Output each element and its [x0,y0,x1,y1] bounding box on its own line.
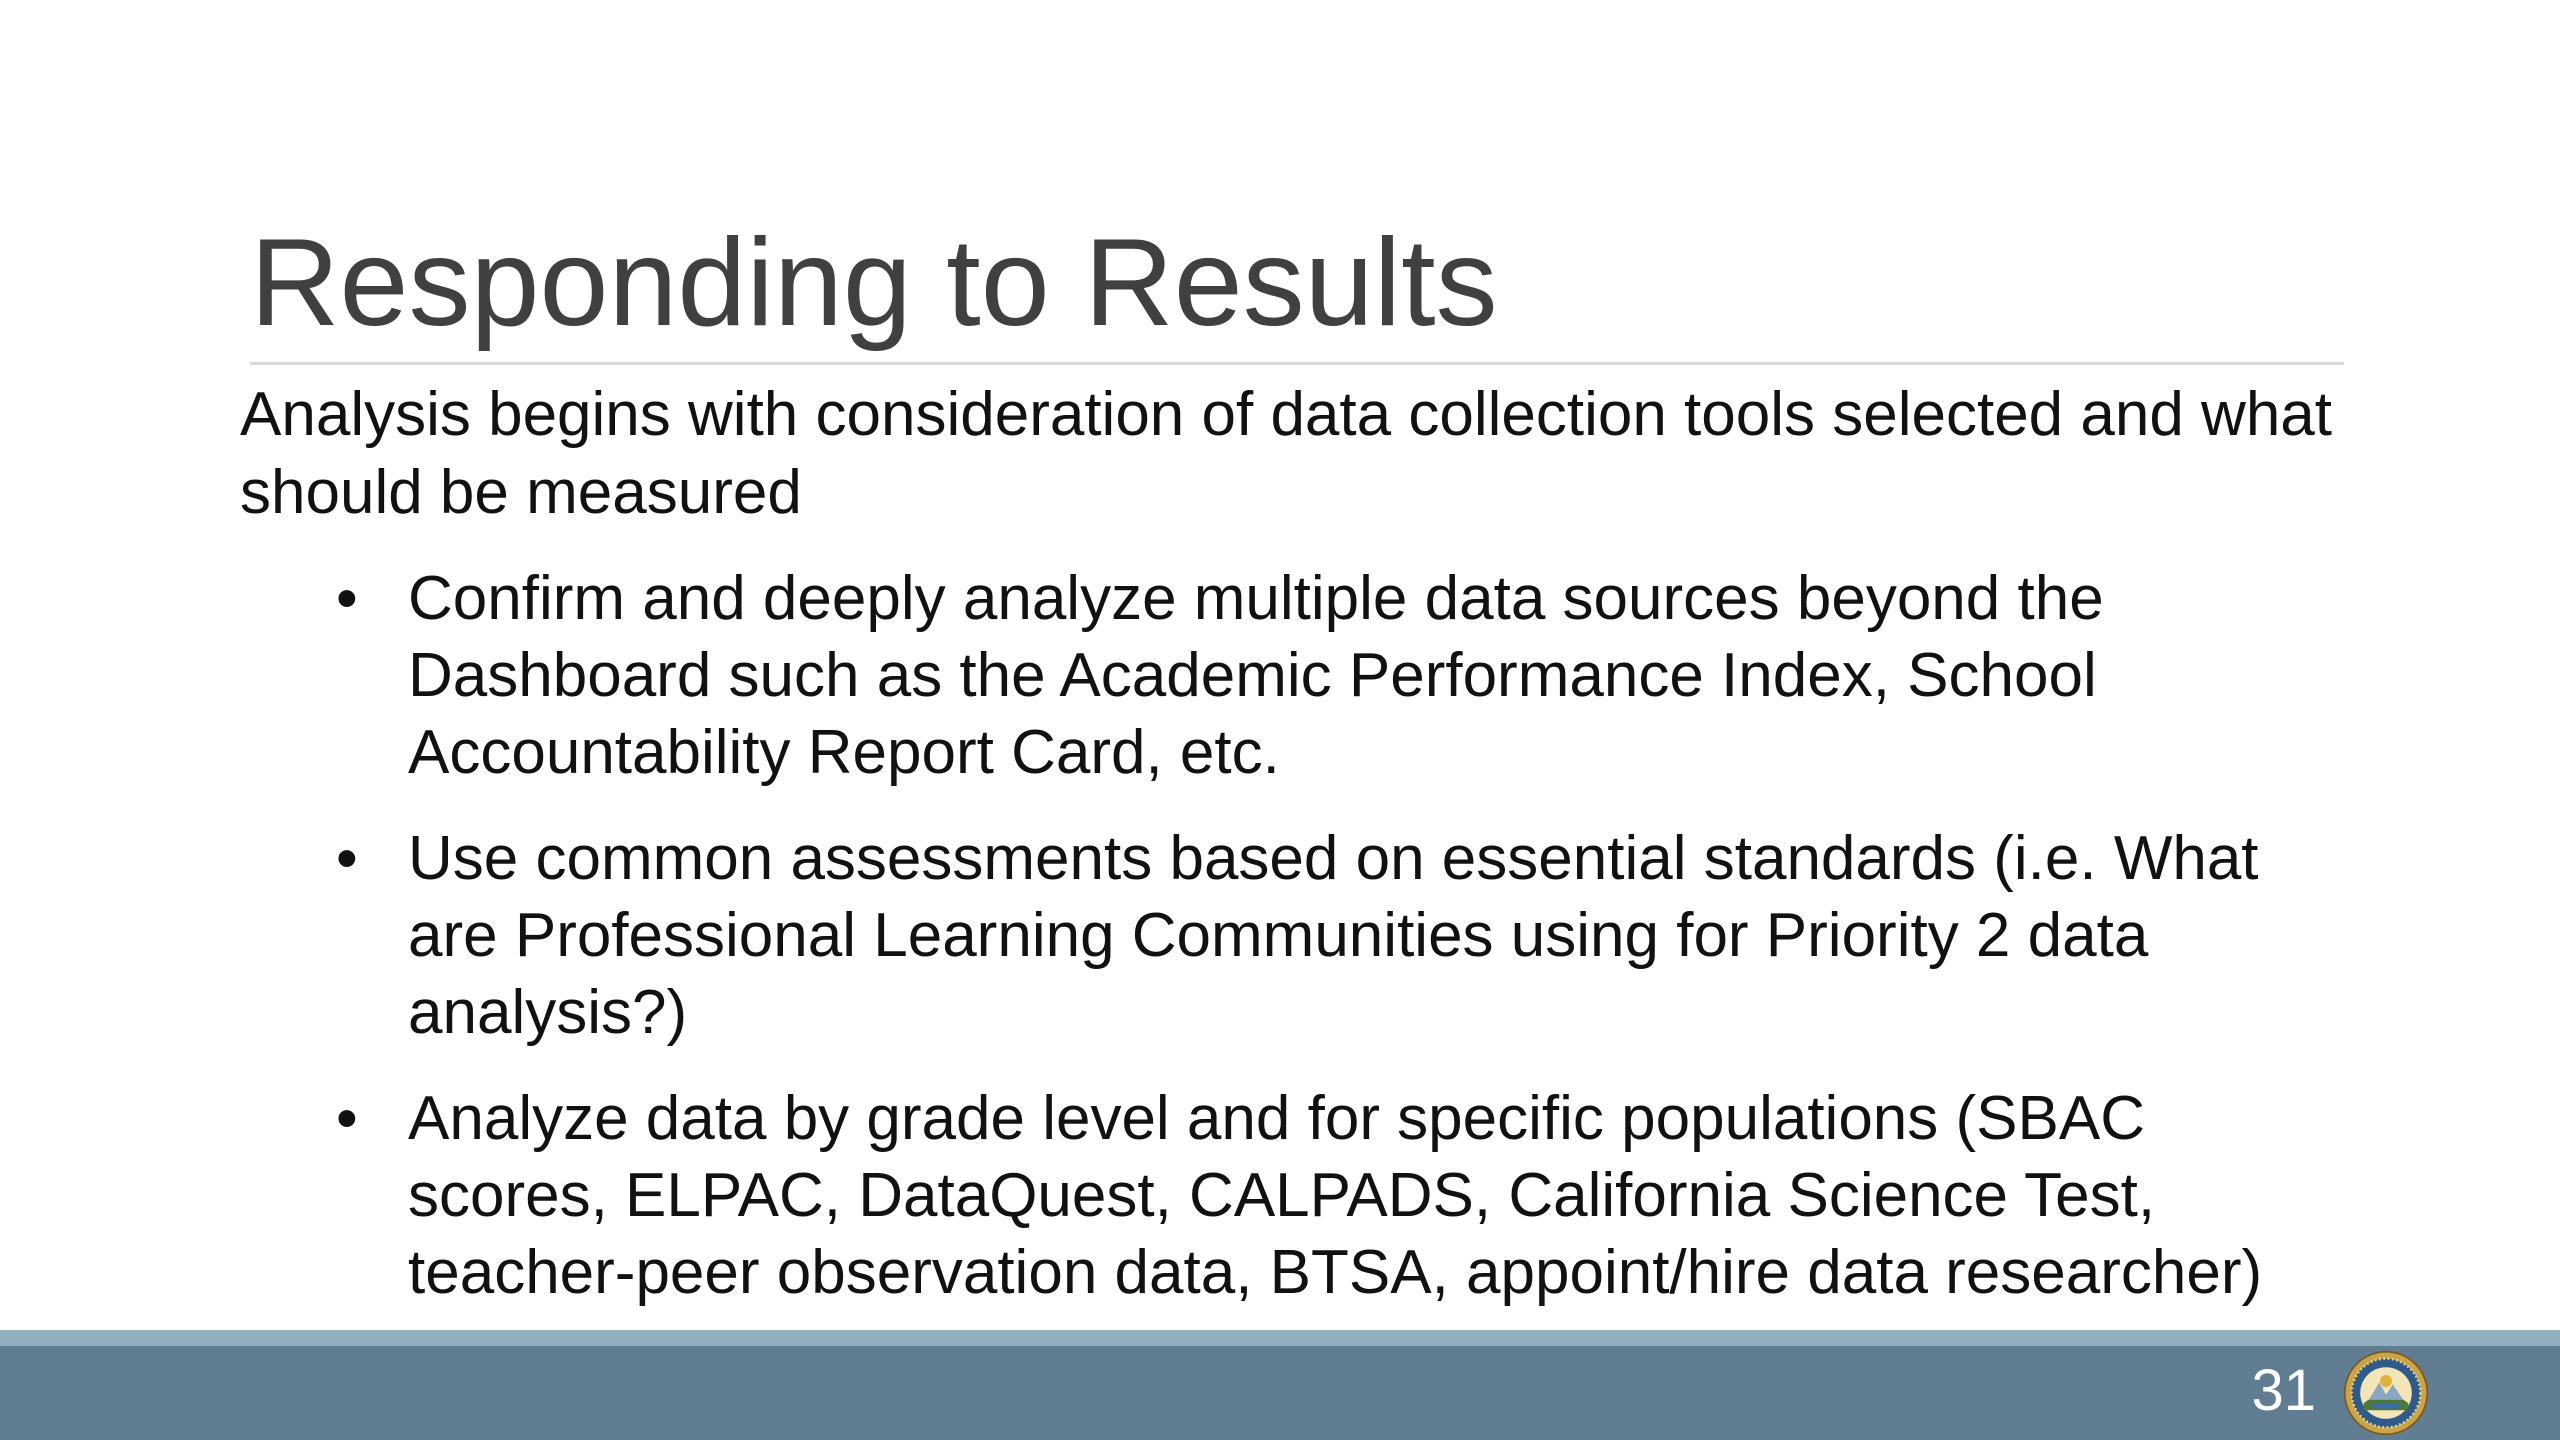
bullet-list [330,560,2350,1340]
bullet-icon: • [336,824,358,893]
page-number: 31 [2251,1358,2316,1423]
slide-title: Responding to Results [250,214,1498,352]
list-item [330,560,2350,791]
title-divider [250,362,2344,365]
list-item [330,1080,2350,1311]
bullet-icon: • [336,564,358,633]
bullet-text: Use common assessments based on essential standards (i.e. What are Professional Learning Communities using for Priority 2 data analysis?) [408,824,2259,1047]
bullet-icon: • [336,1084,358,1153]
footer-accent-bar [0,1330,2560,1346]
bullet-text: Analyze data by grade level and for specific populations (SBAC scores, ELPAC, DataQuest, CALPADS, California Science Test, teacher-peer observation data, BTSA, appoint/hire data researcher) [408,1084,2263,1307]
list-item [330,820,2350,1051]
footer-bar [0,1346,2560,1440]
lead-paragraph: Analysis begins with consideration of data collection tools selected and what should be measured [240,380,2333,527]
bullet-text: Confirm and deeply analyze multiple data sources beyond the Dashboard such as the Academic Performance Index, School Accountability Report Card, etc. [408,564,2104,787]
state-seal-icon [2343,1350,2429,1436]
